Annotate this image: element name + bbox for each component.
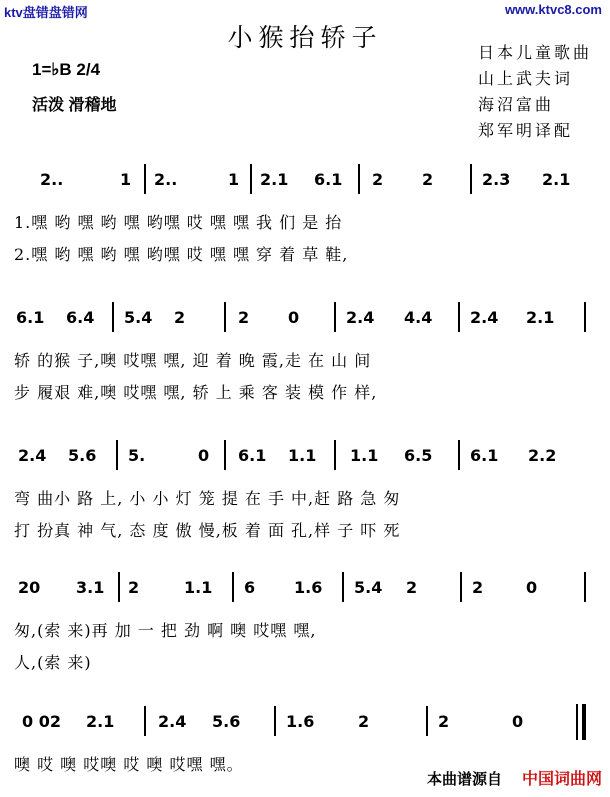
notation-row: [12, 446, 598, 476]
barline: [470, 164, 472, 194]
barline: [458, 302, 460, 332]
note: 3.1: [76, 578, 105, 597]
barline: [116, 440, 118, 470]
source-label: 本曲谱源自: [426, 771, 502, 788]
note: 0 02: [22, 712, 61, 731]
note: 2.4: [470, 308, 499, 327]
note: 0: [526, 578, 538, 597]
lyric-verse-1: 噢 哎 噢 哎噢 哎 噢 哎嘿 嘿。: [14, 755, 244, 774]
lyric-verse-1: 匆,(索 来)再 加 一 把 劲 啊 噢 哎嘿 嘿,: [14, 621, 317, 640]
barline: [224, 302, 226, 332]
note: 1.6: [286, 712, 315, 731]
barline: [460, 572, 462, 602]
barline: [274, 706, 276, 736]
notation-row: [12, 170, 598, 200]
note: 1.1: [350, 446, 379, 465]
note: 2.1: [86, 712, 115, 731]
note: 2: [472, 578, 484, 597]
note: 6.1: [238, 446, 267, 465]
watermark-right: www.ktvc8.com: [504, 2, 602, 17]
note: 1.6: [294, 578, 323, 597]
credit-composer: 海沼富曲: [478, 95, 555, 114]
note: 0: [512, 712, 524, 731]
barline: [584, 572, 586, 602]
barline: [250, 164, 252, 194]
lyric-verse-1: 1.嘿 哟 嘿 哟 嘿 哟嘿 哎 嘿 嘿 我 们 是 抬: [14, 213, 343, 232]
note: 2.1: [260, 170, 289, 189]
note: 2.3: [482, 170, 511, 189]
note: 0: [198, 446, 210, 465]
note: 2: [372, 170, 384, 189]
note: 2.4: [346, 308, 375, 327]
note: 1: [120, 170, 132, 189]
note: 6.1: [470, 446, 499, 465]
lyric-verse-2: 人,(索 来): [14, 653, 92, 672]
note: 5.6: [68, 446, 97, 465]
lyric-verse-1: 弯 曲小 路 上, 小 小 灯 笼 提 在 手 中,赶 路 急 匆: [14, 489, 401, 508]
tempo-marking: 活泼 滑稽地: [32, 97, 117, 114]
note: 2.2: [528, 446, 557, 465]
barline: [232, 572, 234, 602]
barline: [458, 440, 460, 470]
brand-logo-text: 中国词曲网: [521, 771, 602, 788]
barline: [334, 302, 336, 332]
lyric-verse-2: 步 履艰 难,噢 哎嘿 嘿, 轿 上 乘 客 装 模 作 样,: [14, 383, 378, 402]
note: 2.4: [158, 712, 187, 731]
barline: [358, 164, 360, 194]
note: 5.6: [212, 712, 241, 731]
note: 2..: [40, 170, 64, 189]
note: 2..: [154, 170, 178, 189]
credit-translator: 郑军明译配: [478, 121, 574, 140]
note: 1: [228, 170, 240, 189]
lyric-verse-2: 2.嘿 哟 嘿 哟 嘿 哟嘿 哎 嘿 嘿 穿 着 草 鞋,: [14, 245, 349, 264]
lyric-verse-2: 打 扮真 神 气, 态 度 傲 慢,板 着 面 孔,样 子 吓 死: [14, 521, 401, 540]
note: 5.: [128, 446, 146, 465]
note: 2: [438, 712, 450, 731]
note: 5.4: [124, 308, 153, 327]
barline: [584, 302, 586, 332]
lyric-verse-1: 轿 的猴 子,噢 哎嘿 嘿, 迎 着 晚 霞,走 在 山 间: [14, 351, 372, 370]
barline: [224, 440, 226, 470]
note: 1.1: [288, 446, 317, 465]
song-title: 小猴抬轿子: [227, 23, 383, 52]
note: 2.1: [526, 308, 555, 327]
note: 0: [288, 308, 300, 327]
barline: [118, 572, 120, 602]
note: 2: [174, 308, 186, 327]
barline: [112, 302, 114, 332]
note: 2.1: [542, 170, 571, 189]
note: 2: [422, 170, 434, 189]
note: 2.4: [18, 446, 47, 465]
note: 6.4: [66, 308, 95, 327]
final-barline-thin: [576, 704, 578, 740]
watermark-left: ktv盘错盘错网: [4, 5, 88, 20]
note: 2: [238, 308, 250, 327]
key-signature: 1=♭B 2/4: [32, 60, 101, 79]
note: 6: [244, 578, 256, 597]
notation-row: [12, 308, 598, 338]
credit-lyricist: 山上武夫词: [478, 69, 574, 88]
barline: [334, 440, 336, 470]
note: 6.5: [404, 446, 433, 465]
barline: [144, 164, 146, 194]
note: 2: [358, 712, 370, 731]
notation-row: [12, 712, 598, 742]
credit-origin: 日本儿童歌曲: [478, 43, 593, 62]
barline: [426, 706, 428, 736]
note: 1.1: [184, 578, 213, 597]
note: 20: [18, 578, 41, 597]
note: 6.1: [314, 170, 343, 189]
barline: [342, 572, 344, 602]
note: 2: [128, 578, 140, 597]
note: 2: [406, 578, 418, 597]
note: 5.4: [354, 578, 383, 597]
note: 4.4: [404, 308, 433, 327]
notation-row: [12, 578, 598, 608]
barline: [144, 706, 146, 736]
note: 6.1: [16, 308, 45, 327]
final-barline-thick: [582, 704, 586, 740]
